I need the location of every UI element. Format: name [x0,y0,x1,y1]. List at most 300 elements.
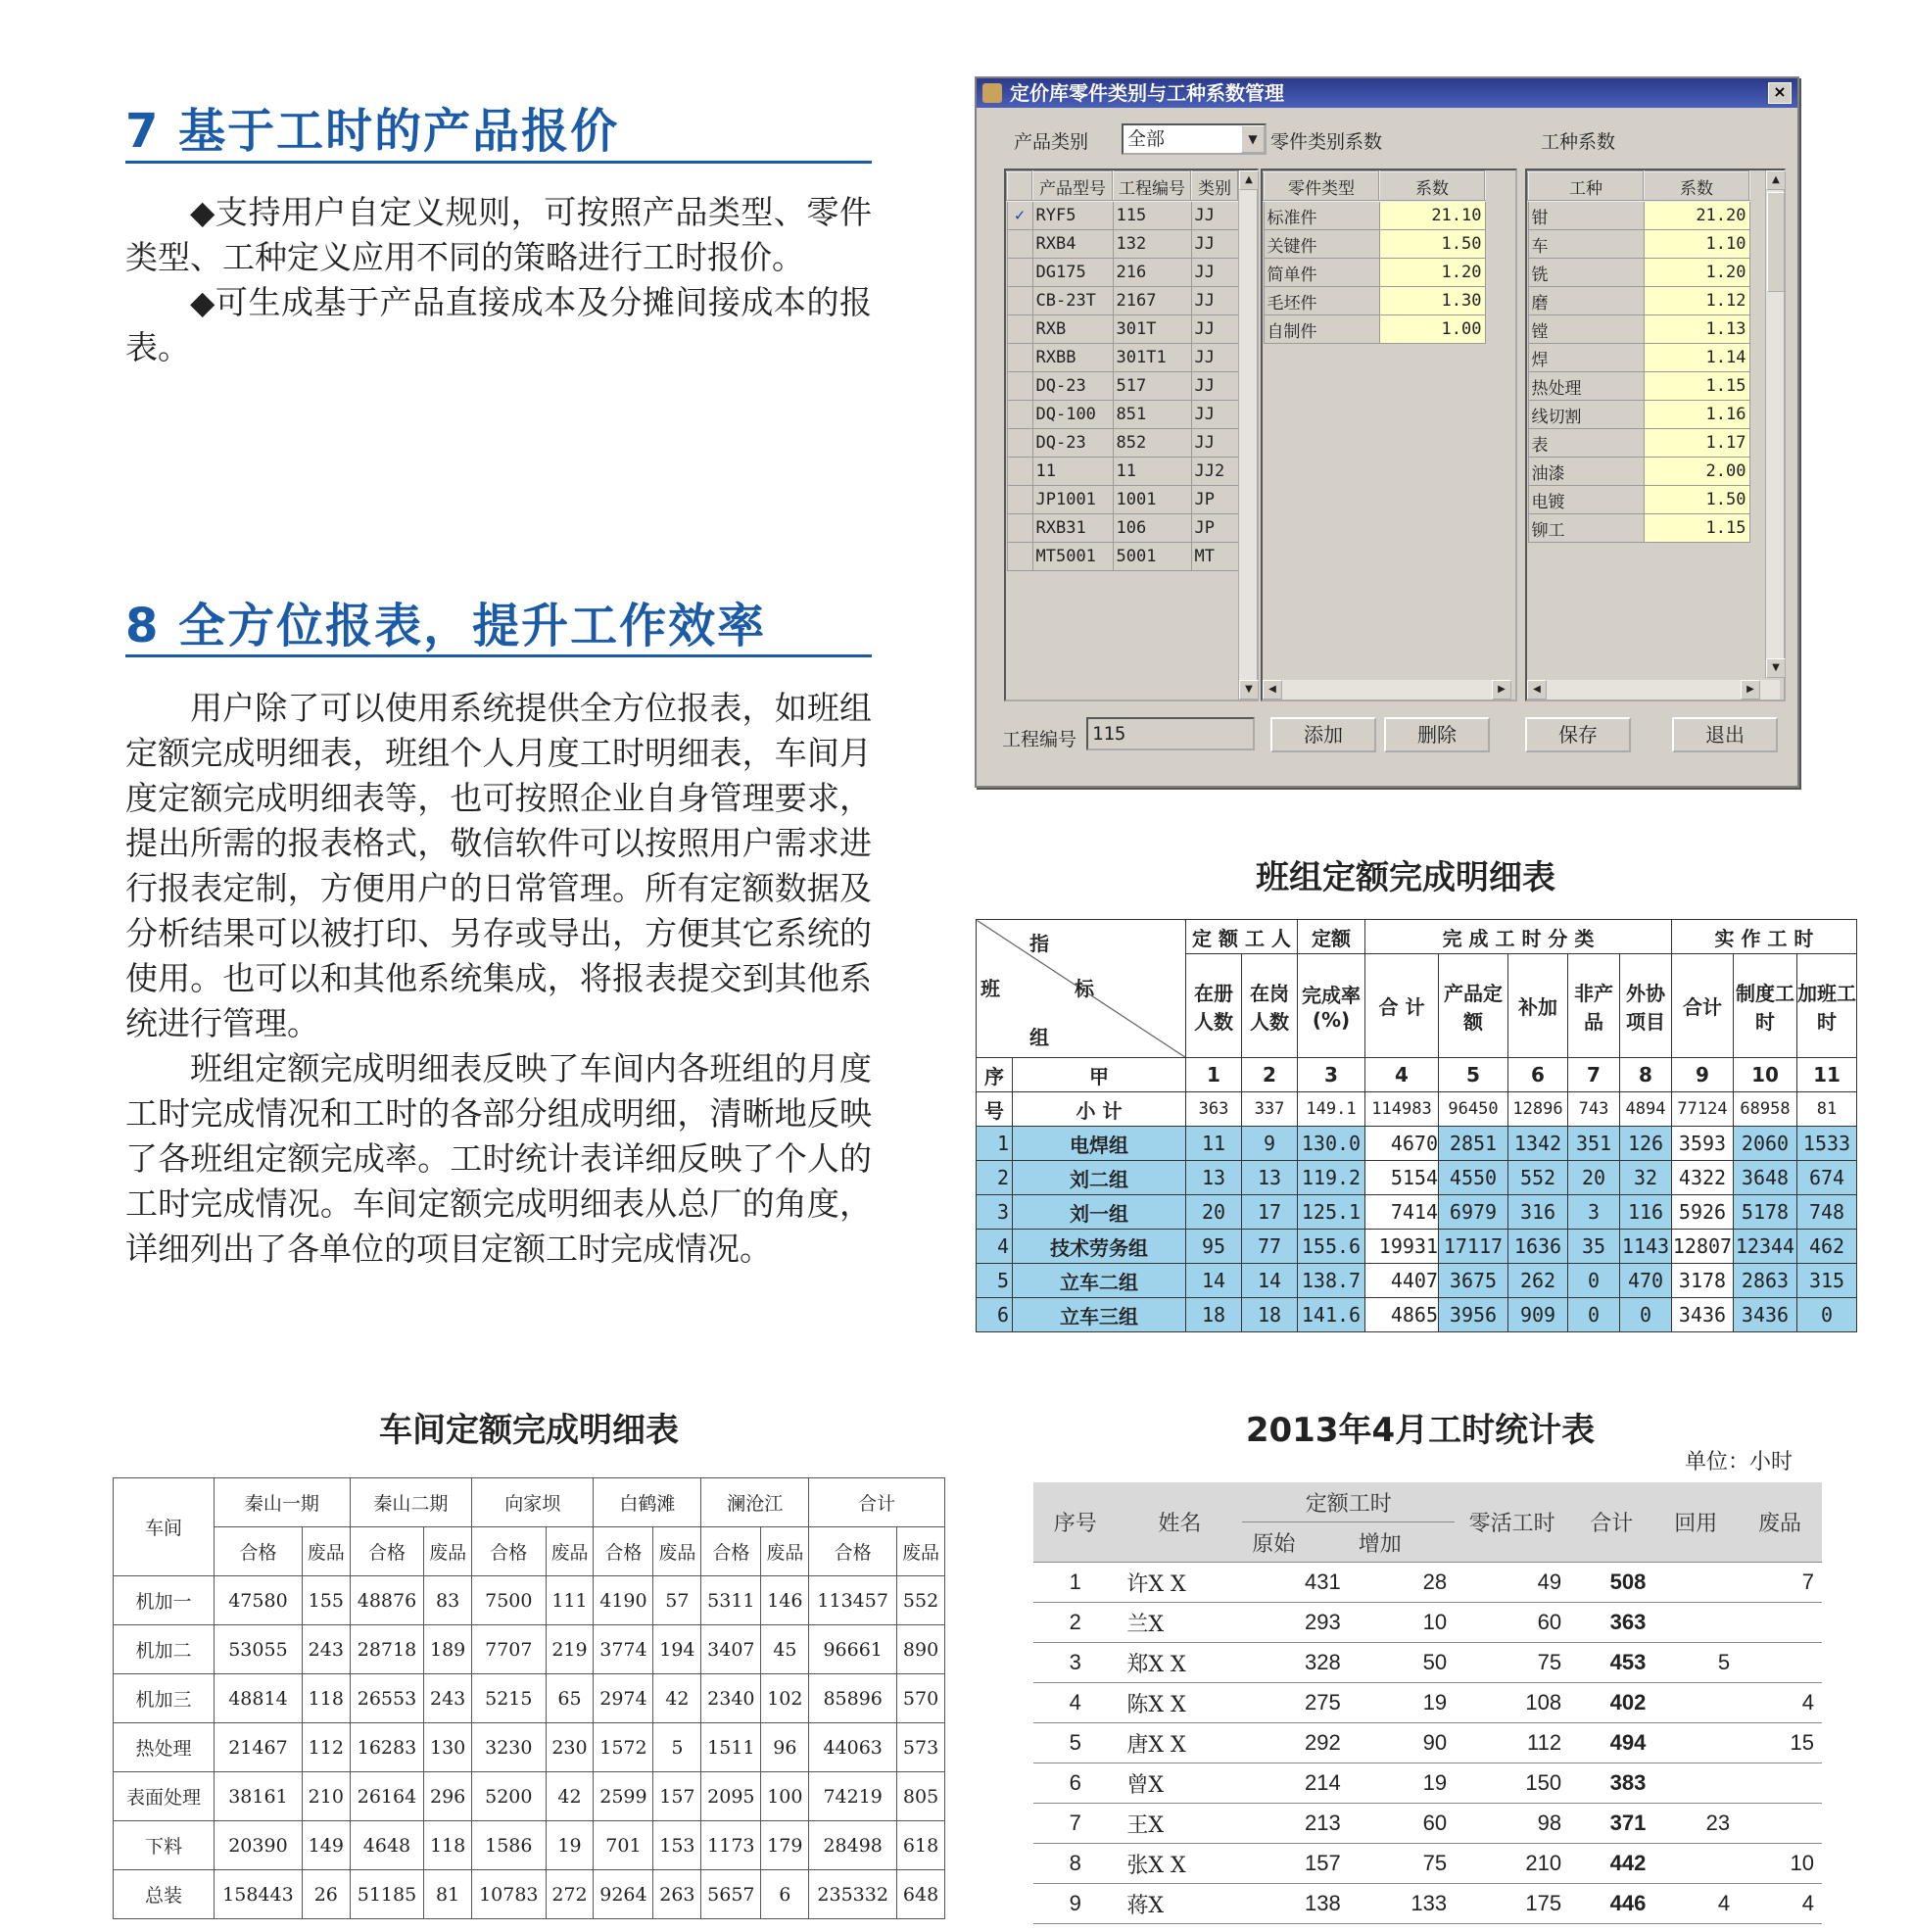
col-no: 序号 [1033,1482,1117,1563]
part-hscrollbar[interactable] [1263,680,1511,700]
row-selector [1007,372,1032,401]
product-model-cell: RXB31 [1032,514,1113,543]
product-model-cell: RXB4 [1032,230,1113,259]
orig-cell: 292 [1242,1723,1348,1763]
work-type-cell: 钳 [1528,201,1644,230]
exit-button[interactable]: 退出 [1672,717,1778,752]
orig-cell: 157 [1242,1844,1348,1884]
ws-value: 648 [897,1870,945,1919]
product-row[interactable] [1007,543,1238,571]
ws-workshop-name: 下料 [114,1821,215,1870]
scroll-right-icon[interactable]: ▶ [1492,680,1511,700]
team-value: 12807 [1672,1230,1734,1264]
part-type-cell: 标准件 [1264,201,1379,230]
col-number: 6 [1508,1058,1568,1092]
name-cell: 王X [1117,1804,1242,1844]
reuse-cell: 5 [1653,1643,1738,1683]
team-value: 35 [1568,1230,1620,1264]
team-value: 17 [1242,1195,1298,1230]
project-no-cell: 852 [1113,429,1191,458]
misc-cell: 98 [1455,1804,1569,1844]
monthly-row [1033,1723,1822,1763]
ws-group-header: 合计 [809,1478,945,1527]
row-selector [1007,287,1032,315]
product-row[interactable] [1007,287,1238,315]
product-row[interactable] [1007,230,1238,259]
team-report-table [976,919,1857,1332]
scroll-thumb[interactable] [1767,192,1785,292]
col-waixie: 外协项目 [1620,954,1672,1058]
ws-row [114,1576,945,1625]
team-value: 351 [1568,1127,1620,1161]
col-category[interactable]: 类别 [1191,171,1238,201]
ws-value: 1511 [701,1723,761,1772]
product-row[interactable] [1007,514,1238,543]
ws-value: 2095 [701,1772,761,1821]
team-report [976,919,1856,1360]
ws-value: 9264 [594,1870,653,1919]
col-work-coef[interactable]: 系数 [1644,171,1749,201]
product-model-cell: RXB [1032,315,1113,344]
col-number: 5 [1439,1058,1508,1092]
close-icon[interactable]: × [1768,82,1792,104]
ws-value: 85896 [809,1674,897,1723]
ws-value: 179 [761,1821,809,1870]
team-value: 32 [1620,1161,1672,1195]
ws-value: 5311 [701,1576,761,1625]
work-type-cell: 油漆 [1528,458,1644,486]
ws-workshop-name: 机加二 [114,1625,215,1674]
product-row[interactable] [1007,458,1238,486]
total-cell: 508 [1569,1563,1653,1603]
hdr-hao: 号 [977,1092,1013,1127]
no-cell: 1 [1033,1563,1117,1603]
team-value: 4322 [1672,1161,1734,1195]
work-coef-grid[interactable] [1525,169,1786,701]
add-cell: 10 [1349,1603,1455,1643]
team-value: 3593 [1672,1127,1734,1161]
ws-value: 618 [897,1821,945,1870]
waste-cell: 4 [1738,1683,1822,1723]
add-cell: 19 [1349,1763,1455,1804]
product-scrollbar[interactable] [1238,170,1257,700]
ws-value: 230 [546,1723,594,1772]
part-row[interactable] [1264,315,1485,344]
scroll-up-icon[interactable]: ▲ [1239,170,1259,190]
team-value: 3675 [1439,1264,1508,1298]
col-number: 3 [1298,1058,1365,1092]
ws-value: 3407 [701,1625,761,1674]
ws-value: 1586 [472,1821,547,1870]
waste-cell: 4 [1738,1884,1822,1924]
team-name: 技术劳务组 [1013,1230,1186,1264]
part-coef-cell: 1.50 [1379,230,1485,259]
work-coef-cell: 1.13 [1644,315,1749,344]
work-row[interactable] [1528,230,1749,259]
col-rate: 完成率(%) [1298,954,1365,1058]
name-cell: 蒋X [1117,1884,1242,1924]
team-name: 刘一组 [1013,1195,1186,1230]
team-value: 95 [1186,1230,1242,1264]
misc-cell: 108 [1455,1683,1569,1723]
orig-cell: 213 [1242,1804,1348,1844]
product-row[interactable] [1007,344,1238,372]
reuse-cell [1653,1844,1738,1884]
ws-group-header: 澜沧江 [701,1478,809,1527]
category-cell: JJ [1191,401,1238,429]
section8-body [125,686,872,1272]
col-waste: 废品 [1738,1482,1822,1563]
reuse-cell [1653,1563,1738,1603]
work-row[interactable] [1528,486,1749,514]
part-row[interactable] [1264,230,1485,259]
product-row[interactable] [1007,372,1238,401]
product-category-select[interactable] [1122,123,1267,155]
total-cell: 371 [1569,1804,1653,1844]
monthly-row [1033,1844,1822,1884]
project-no-cell: 301T [1113,315,1191,344]
ws-value: 100 [761,1772,809,1821]
row-selector [1007,401,1032,429]
col-part-type[interactable]: 零件类型 [1264,171,1379,201]
team-value: 4865 [1365,1298,1439,1332]
add-button[interactable]: 添加 [1270,717,1376,752]
product-row[interactable] [1007,401,1238,429]
col-prod: 产品定额 [1439,954,1508,1058]
ws-value: 19 [546,1821,594,1870]
no-cell: 5 [1033,1723,1117,1763]
section8-paragraph-2: 班组定额完成明细表反映了车间内各班组的月度工时完成情况和工时的各部分组成明细，清晰地反映了各班组定额完成率。工时统计表详细反映了个人的工时完成情况。车间定额完成明细表从总厂的角度，详细列出了各单位的项目定额工时完成情况。 [125,1049,872,1268]
col-part-coef[interactable]: 系数 [1379,171,1485,201]
work-coef-label: 工种系数 [1541,131,1616,153]
subtotal-cell: 743 [1568,1092,1620,1127]
no-cell: 6 [1033,1763,1117,1804]
col-work-type[interactable]: 工种 [1528,171,1644,201]
ws-value: 157 [653,1772,701,1821]
work-type-cell: 车 [1528,230,1644,259]
team-value: 5154 [1365,1161,1439,1195]
work-row[interactable] [1528,372,1749,401]
team-value: 138.7 [1298,1264,1365,1298]
subtotal-cell: 12896 [1508,1092,1568,1127]
section7-bullet-1: ◆支持用户自定义规则，可按照产品类型、零件类型、工种定义应用不同的策略进行工时报价。 [125,193,872,276]
ws-workshop-name: 热处理 [114,1723,215,1772]
orig-cell: 275 [1242,1683,1348,1723]
ws-row [114,1870,945,1919]
team-value: 748 [1797,1195,1857,1230]
waste-cell: 10 [1738,1844,1822,1884]
work-coef-cell: 1.12 [1644,287,1749,315]
work-row[interactable] [1528,259,1749,287]
part-row[interactable] [1264,201,1485,230]
col-total: 合计 [1569,1482,1653,1563]
team-value: 19931 [1365,1230,1439,1264]
scroll-down-icon[interactable]: ▼ [1766,658,1786,678]
team-value: 9 [1242,1127,1298,1161]
work-row[interactable] [1528,287,1749,315]
work-hscrollbar[interactable] [1527,680,1780,700]
ws-value: 113457 [809,1576,897,1625]
work-type-cell: 铆工 [1528,514,1644,543]
row-number: 1 [977,1127,1013,1161]
orig-cell: 214 [1242,1763,1348,1804]
team-value: 126 [1620,1127,1672,1161]
misc-cell: 150 [1455,1763,1569,1804]
ws-value: 153 [653,1821,701,1870]
part-row[interactable] [1264,259,1485,287]
row-number: 4 [977,1230,1013,1264]
ws-value: 112 [302,1723,350,1772]
product-row[interactable] [1007,486,1238,514]
ws-value: 158443 [215,1870,303,1919]
misc-cell: 210 [1455,1844,1569,1884]
work-row[interactable] [1528,429,1749,458]
ws-value: 5657 [701,1870,761,1919]
team-name: 电焊组 [1013,1127,1186,1161]
total-cell: 453 [1569,1643,1653,1683]
col-zaigang: 在岗人数 [1242,954,1298,1058]
team-value: 12344 [1734,1230,1797,1264]
col-number: 7 [1568,1058,1620,1092]
row-selector [1007,486,1032,514]
reuse-cell [1653,1603,1738,1643]
scroll-down-icon[interactable]: ▼ [1239,680,1259,700]
team-name: 刘二组 [1013,1161,1186,1195]
category-cell: JP [1191,486,1238,514]
row-selector [1007,514,1032,543]
col-number: 9 [1672,1058,1734,1092]
team-value: 0 [1620,1298,1672,1332]
ws-value: 81 [424,1870,472,1919]
work-type-cell: 线切割 [1528,401,1644,429]
section8-title: 8 全方位报表，提升工作效率 [125,599,767,653]
ws-value: 102 [761,1674,809,1723]
ws-value: 1173 [701,1821,761,1870]
col-product-model[interactable]: 产品型号 [1032,171,1113,201]
team-value: 1533 [1797,1127,1857,1161]
work-row[interactable] [1528,201,1749,230]
row-selector [1007,344,1032,372]
dialog-title: 定价库零件类别与工种系数管理 [1010,81,1284,105]
team-value: 7414 [1365,1195,1439,1230]
work-coef-table [1527,170,1750,543]
team-value: 3648 [1734,1161,1797,1195]
product-row[interactable] [1007,429,1238,458]
orig-cell: 431 [1242,1563,1348,1603]
work-row[interactable] [1528,315,1749,344]
work-coef-cell: 21.20 [1644,201,1749,230]
ws-value: 263 [653,1870,701,1919]
project-no-cell: 5001 [1113,543,1191,571]
hdr-subtotal: 小 计 [1013,1092,1186,1127]
work-coef-cell: 1.16 [1644,401,1749,429]
ws-value: 272 [546,1870,594,1919]
no-cell: 3 [1033,1643,1117,1683]
ws-value: 805 [897,1772,945,1821]
row-selector [1007,315,1032,344]
team-value: 13 [1186,1161,1242,1195]
no-cell: 8 [1033,1844,1117,1884]
team-value: 0 [1568,1264,1620,1298]
col-orig: 原始 [1242,1522,1348,1563]
team-value: 1636 [1508,1230,1568,1264]
team-row [977,1298,1857,1332]
team-value: 13 [1242,1161,1298,1195]
part-coef-grid[interactable] [1261,169,1517,701]
ws-value: 570 [897,1674,945,1723]
ws-value: 65 [546,1674,594,1723]
chevron-down-icon[interactable]: ▼ [1241,125,1265,153]
ws-row [114,1723,945,1772]
product-row[interactable] [1007,315,1238,344]
ws-workshop-name: 机加一 [114,1576,215,1625]
project-no-cell: 115 [1113,201,1191,230]
total-cell: 402 [1569,1683,1653,1723]
hdr-jia: 甲 [1013,1058,1186,1092]
no-cell: 7 [1033,1804,1117,1844]
team-value: 1342 [1508,1127,1568,1161]
ws-value: 10783 [472,1870,547,1919]
scroll-right-icon[interactable]: ▶ [1741,680,1760,700]
ws-value: 5 [653,1723,701,1772]
team-value: 20 [1186,1195,1242,1230]
section7-rule [125,161,872,164]
col-project-no[interactable]: 工程编号 [1113,171,1191,201]
work-coef-cell: 1.50 [1644,486,1749,514]
ws-value: 243 [424,1674,472,1723]
ws-value: 45 [761,1625,809,1674]
product-model-cell: MT5001 [1032,543,1113,571]
row-number: 2 [977,1161,1013,1195]
scroll-left-icon[interactable]: ◀ [1527,680,1547,700]
ws-value: 96 [761,1723,809,1772]
section7-body [125,190,872,370]
team-value: 674 [1797,1161,1857,1195]
part-type-cell: 简单件 [1264,259,1379,287]
name-cell: 曾X [1117,1763,1242,1804]
work-coef-cell: 1.20 [1644,259,1749,287]
ws-value: 57 [653,1576,701,1625]
name-cell: 唐X X [1117,1723,1242,1763]
ws-value: 210 [302,1772,350,1821]
ws-value: 3230 [472,1723,547,1772]
waste-cell [1738,1804,1822,1844]
name-cell: 陈X X [1117,1683,1242,1723]
monthly-row [1033,1563,1822,1603]
category-cell: JJ [1191,230,1238,259]
no-cell: 9 [1033,1884,1117,1924]
work-coef-cell: 1.10 [1644,230,1749,259]
product-row[interactable] [1007,259,1238,287]
save-button[interactable]: 保存 [1525,717,1631,752]
team-value: 470 [1620,1264,1672,1298]
total-cell: 363 [1569,1603,1653,1643]
team-value: 17117 [1439,1230,1508,1264]
ws-value: 3774 [594,1625,653,1674]
team-value: 77 [1242,1230,1298,1264]
part-coef-label: 零件类别系数 [1270,131,1383,153]
work-row[interactable] [1528,344,1749,372]
team-value: 125.1 [1298,1195,1365,1230]
team-row [977,1230,1857,1264]
team-value: 1143 [1620,1230,1672,1264]
monthly-report-table [1033,1482,1822,1924]
ws-value: 701 [594,1821,653,1870]
category-cell: JJ2 [1191,458,1238,486]
ws-group-header: 秦山一期 [215,1478,351,1527]
ws-value: 130 [424,1723,472,1772]
team-value: 119.2 [1298,1161,1365,1195]
subtotal-cell: 4894 [1620,1092,1672,1127]
reuse-cell: 4 [1653,1884,1738,1924]
project-no-field[interactable]: 115 [1086,717,1255,750]
team-value: 4407 [1365,1264,1439,1298]
work-vscrollbar[interactable] [1765,170,1784,678]
subtotal-cell: 363 [1186,1092,1242,1127]
ws-value: 7707 [472,1625,547,1674]
scroll-up-icon[interactable]: ▲ [1766,170,1786,190]
team-value: 4550 [1439,1161,1508,1195]
monthly-row [1033,1643,1822,1683]
ws-value: 28718 [350,1625,424,1674]
work-row[interactable] [1528,401,1749,429]
subtotal-cell: 149.1 [1298,1092,1365,1127]
waste-cell [1738,1603,1822,1643]
ws-value: 219 [546,1625,594,1674]
work-row[interactable] [1528,514,1749,543]
ws-qualified-header: 合格 [350,1527,424,1576]
row-number: 6 [977,1298,1013,1332]
work-row[interactable] [1528,458,1749,486]
row-selector [1007,259,1032,287]
ws-row [114,1821,945,1870]
team-value: 2863 [1734,1264,1797,1298]
part-row[interactable] [1264,287,1485,315]
ws-waste-header: 废品 [897,1527,945,1576]
product-model-cell: JP1001 [1032,486,1113,514]
orig-cell: 293 [1242,1603,1348,1643]
ws-value: 4190 [594,1576,653,1625]
col-number: 10 [1734,1058,1797,1092]
team-value: 2060 [1734,1127,1797,1161]
project-no-cell: 851 [1113,401,1191,429]
monthly-row [1033,1603,1822,1643]
product-model-cell: 11 [1032,458,1113,486]
ws-value: 4648 [350,1821,424,1870]
product-row[interactable] [1007,201,1238,230]
ws-value: 552 [897,1576,945,1625]
ws-value: 118 [424,1821,472,1870]
team-value: 3436 [1672,1298,1734,1332]
section7-bullet-2: ◆可生成基于产品直接成本及分摊间接成本的报表。 [125,283,872,366]
ws-value: 194 [653,1625,701,1674]
delete-button[interactable]: 删除 [1384,717,1490,752]
ws-value: 111 [546,1576,594,1625]
part-coef-cell: 21.10 [1379,201,1485,230]
monthly-row [1033,1884,1822,1924]
row-selector [1007,458,1032,486]
product-grid[interactable] [1004,169,1259,701]
add-cell: 50 [1349,1643,1455,1683]
scroll-left-icon[interactable]: ◀ [1263,680,1282,700]
ws-value: 243 [302,1625,350,1674]
part-coef-cell: 1.30 [1379,287,1485,315]
row-selector-header [1007,171,1032,201]
product-model-cell: RXBB [1032,344,1113,372]
subtotal-cell: 114983 [1365,1092,1439,1127]
ws-value: 16283 [350,1723,424,1772]
project-no-cell: 1001 [1113,486,1191,514]
